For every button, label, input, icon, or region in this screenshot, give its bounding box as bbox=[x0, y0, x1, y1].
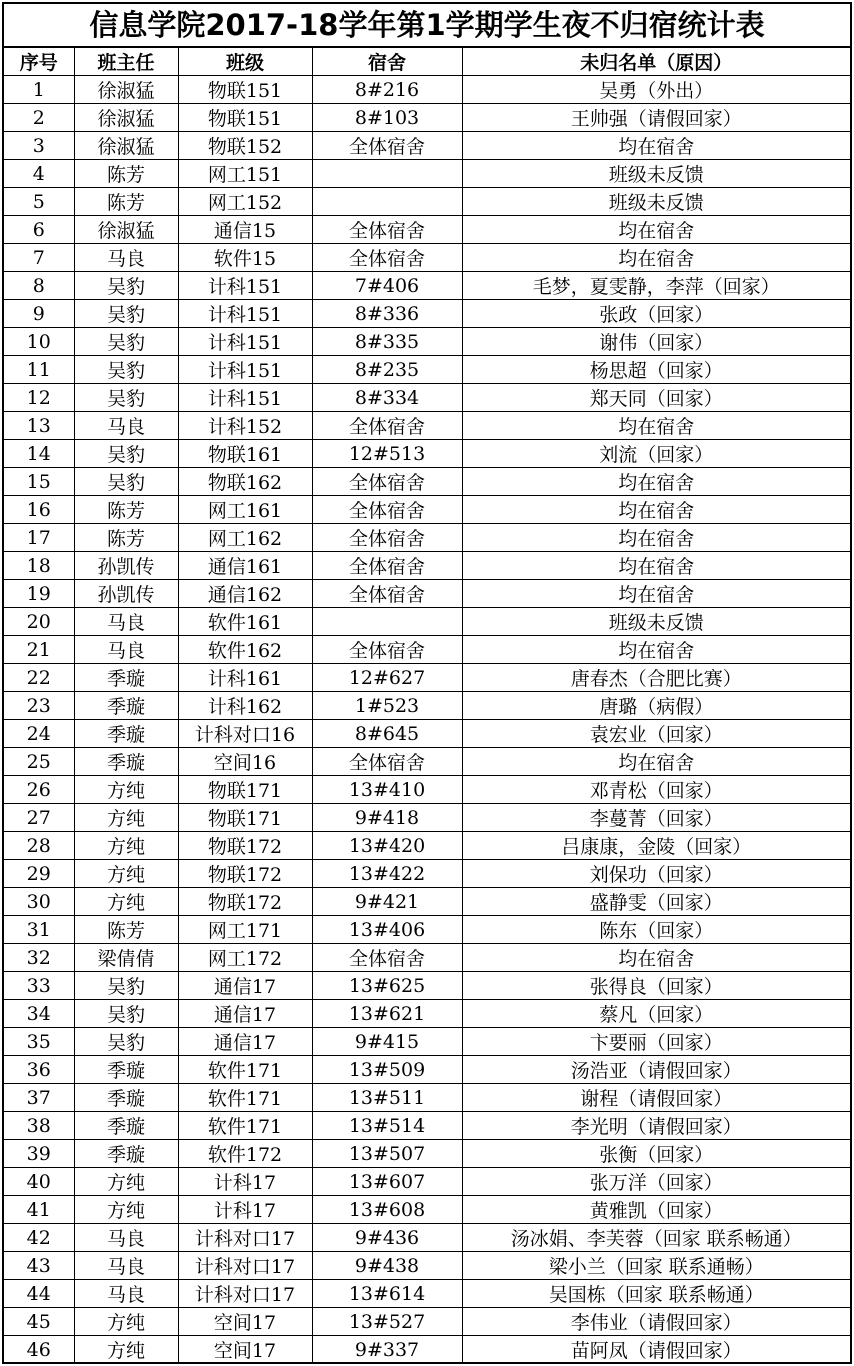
cell-index: 10 bbox=[4, 328, 74, 356]
cell-class: 计科对口17 bbox=[178, 1252, 312, 1280]
cell-dormitory: 全体宿舍 bbox=[312, 580, 462, 608]
cell-absent-list: 汤冰娟、李芙蓉（回家 联系畅通） bbox=[462, 1224, 850, 1252]
cell-head-teacher: 吴豹 bbox=[74, 328, 178, 356]
cell-head-teacher: 孙凯传 bbox=[74, 552, 178, 580]
cell-dormitory: 全体宿舍 bbox=[312, 748, 462, 776]
cell-dormitory: 12#513 bbox=[312, 440, 462, 468]
cell-absent-list: 张政（回家） bbox=[462, 300, 850, 328]
table-row bbox=[4, 328, 850, 356]
cell-absent-list: 黄雅凯（回家） bbox=[462, 1196, 850, 1224]
cell-class: 网工151 bbox=[178, 160, 312, 188]
table-row bbox=[4, 356, 850, 384]
cell-head-teacher: 季璇 bbox=[74, 748, 178, 776]
cell-index: 36 bbox=[4, 1056, 74, 1084]
cell-class: 软件162 bbox=[178, 636, 312, 664]
cell-absent-list: 均在宿舍 bbox=[462, 468, 850, 496]
cell-absent-list: 苗阿凤（请假回家） bbox=[462, 1336, 850, 1364]
cell-index: 45 bbox=[4, 1308, 74, 1336]
cell-dormitory: 13#607 bbox=[312, 1168, 462, 1196]
cell-dormitory: 全体宿舍 bbox=[312, 552, 462, 580]
cell-dormitory: 全体宿舍 bbox=[312, 132, 462, 160]
cell-index: 29 bbox=[4, 860, 74, 888]
header-dormitory: 宿舍 bbox=[312, 48, 462, 76]
cell-class: 计科对口16 bbox=[178, 720, 312, 748]
table-row bbox=[4, 692, 850, 720]
cell-class: 物联152 bbox=[178, 132, 312, 160]
table-row bbox=[4, 496, 850, 524]
cell-class: 计科161 bbox=[178, 664, 312, 692]
cell-class: 网工162 bbox=[178, 524, 312, 552]
cell-class: 网工161 bbox=[178, 496, 312, 524]
cell-class: 通信161 bbox=[178, 552, 312, 580]
table-row bbox=[4, 1056, 850, 1084]
table-row bbox=[4, 860, 850, 888]
cell-index: 39 bbox=[4, 1140, 74, 1168]
cell-head-teacher: 马良 bbox=[74, 1224, 178, 1252]
cell-head-teacher: 吴豹 bbox=[74, 1028, 178, 1056]
table-row bbox=[4, 748, 850, 776]
cell-head-teacher: 方纯 bbox=[74, 804, 178, 832]
table-row bbox=[4, 244, 850, 272]
cell-head-teacher: 吴豹 bbox=[74, 1000, 178, 1028]
cell-class: 软件171 bbox=[178, 1112, 312, 1140]
cell-absent-list: 袁宏业（回家） bbox=[462, 720, 850, 748]
cell-absent-list: 谢伟（回家） bbox=[462, 328, 850, 356]
table-row bbox=[4, 720, 850, 748]
cell-index: 27 bbox=[4, 804, 74, 832]
cell-dormitory: 13#608 bbox=[312, 1196, 462, 1224]
cell-dormitory: 13#514 bbox=[312, 1112, 462, 1140]
table-row bbox=[4, 804, 850, 832]
cell-head-teacher: 方纯 bbox=[74, 1308, 178, 1336]
cell-absent-list: 梁小兰（回家 联系通畅） bbox=[462, 1252, 850, 1280]
table-row bbox=[4, 1112, 850, 1140]
cell-absent-list: 均在宿舍 bbox=[462, 412, 850, 440]
cell-dormitory: 7#406 bbox=[312, 272, 462, 300]
cell-head-teacher: 吴豹 bbox=[74, 384, 178, 412]
overnight-absence-table bbox=[4, 47, 850, 1363]
cell-index: 5 bbox=[4, 188, 74, 216]
cell-class: 物联151 bbox=[178, 104, 312, 132]
cell-head-teacher: 吴豹 bbox=[74, 356, 178, 384]
table-row bbox=[4, 832, 850, 860]
cell-head-teacher: 方纯 bbox=[74, 1196, 178, 1224]
cell-class: 通信17 bbox=[178, 1000, 312, 1028]
cell-index: 19 bbox=[4, 580, 74, 608]
cell-absent-list: 张万洋（回家） bbox=[462, 1168, 850, 1196]
cell-class: 通信17 bbox=[178, 972, 312, 1000]
cell-index: 2 bbox=[4, 104, 74, 132]
cell-class: 软件15 bbox=[178, 244, 312, 272]
cell-index: 41 bbox=[4, 1196, 74, 1224]
cell-index: 11 bbox=[4, 356, 74, 384]
cell-index: 30 bbox=[4, 888, 74, 916]
cell-absent-list: 刘流（回家） bbox=[462, 440, 850, 468]
cell-head-teacher: 孙凯传 bbox=[74, 580, 178, 608]
cell-head-teacher: 徐淑猛 bbox=[74, 76, 178, 104]
cell-class: 计科对口17 bbox=[178, 1224, 312, 1252]
cell-head-teacher: 陈芳 bbox=[74, 188, 178, 216]
cell-head-teacher: 方纯 bbox=[74, 888, 178, 916]
table-row bbox=[4, 1028, 850, 1056]
cell-index: 26 bbox=[4, 776, 74, 804]
table-row bbox=[4, 1000, 850, 1028]
table-row bbox=[4, 608, 850, 636]
cell-class: 计科17 bbox=[178, 1196, 312, 1224]
cell-dormitory: 全体宿舍 bbox=[312, 524, 462, 552]
cell-absent-list: 均在宿舍 bbox=[462, 944, 850, 972]
cell-index: 37 bbox=[4, 1084, 74, 1112]
table-row bbox=[4, 1308, 850, 1336]
table-row bbox=[4, 636, 850, 664]
cell-class: 软件172 bbox=[178, 1140, 312, 1168]
cell-absent-list: 邓青松（回家） bbox=[462, 776, 850, 804]
table-row bbox=[4, 384, 850, 412]
cell-class: 物联171 bbox=[178, 804, 312, 832]
table-row bbox=[4, 412, 850, 440]
cell-index: 3 bbox=[4, 132, 74, 160]
cell-dormitory: 9#438 bbox=[312, 1252, 462, 1280]
cell-absent-list: 均在宿舍 bbox=[462, 524, 850, 552]
cell-head-teacher: 季璇 bbox=[74, 1056, 178, 1084]
header-absent-list: 未归名单（原因） bbox=[462, 48, 850, 76]
cell-head-teacher: 马良 bbox=[74, 1280, 178, 1308]
cell-absent-list: 李伟业（请假回家） bbox=[462, 1308, 850, 1336]
cell-class: 计科162 bbox=[178, 692, 312, 720]
cell-head-teacher: 方纯 bbox=[74, 1168, 178, 1196]
table-row bbox=[4, 132, 850, 160]
cell-head-teacher: 季璇 bbox=[74, 720, 178, 748]
cell-absent-list: 张衡（回家） bbox=[462, 1140, 850, 1168]
table-row bbox=[4, 1140, 850, 1168]
cell-index: 33 bbox=[4, 972, 74, 1000]
cell-dormitory: 12#627 bbox=[312, 664, 462, 692]
cell-index: 4 bbox=[4, 160, 74, 188]
cell-head-teacher: 吴豹 bbox=[74, 440, 178, 468]
table-row bbox=[4, 272, 850, 300]
cell-head-teacher: 吴豹 bbox=[74, 300, 178, 328]
table-row bbox=[4, 916, 850, 944]
cell-dormitory: 9#418 bbox=[312, 804, 462, 832]
cell-index: 34 bbox=[4, 1000, 74, 1028]
cell-head-teacher: 陈芳 bbox=[74, 496, 178, 524]
cell-class: 计科152 bbox=[178, 412, 312, 440]
cell-absent-list: 蔡凡（回家） bbox=[462, 1000, 850, 1028]
cell-index: 8 bbox=[4, 272, 74, 300]
cell-dormitory: 全体宿舍 bbox=[312, 468, 462, 496]
cell-dormitory: 13#614 bbox=[312, 1280, 462, 1308]
cell-absent-list: 吕康康，金陵（回家） bbox=[462, 832, 850, 860]
cell-dormitory: 8#235 bbox=[312, 356, 462, 384]
cell-absent-list: 杨思超（回家） bbox=[462, 356, 850, 384]
table-row bbox=[4, 300, 850, 328]
header-head-teacher: 班主任 bbox=[74, 48, 178, 76]
cell-absent-list: 班级未反馈 bbox=[462, 608, 850, 636]
cell-class: 软件171 bbox=[178, 1084, 312, 1112]
cell-class: 空间17 bbox=[178, 1336, 312, 1364]
cell-absent-list: 李蔓菁（回家） bbox=[462, 804, 850, 832]
table-body bbox=[4, 76, 850, 1364]
table-row bbox=[4, 664, 850, 692]
cell-class: 物联172 bbox=[178, 860, 312, 888]
table-row bbox=[4, 1084, 850, 1112]
cell-class: 软件171 bbox=[178, 1056, 312, 1084]
cell-index: 24 bbox=[4, 720, 74, 748]
cell-class: 计科151 bbox=[178, 272, 312, 300]
table-row bbox=[4, 1252, 850, 1280]
cell-absent-list: 均在宿舍 bbox=[462, 132, 850, 160]
cell-index: 20 bbox=[4, 608, 74, 636]
cell-dormitory: 13#509 bbox=[312, 1056, 462, 1084]
cell-absent-list: 唐春杰（合肥比赛） bbox=[462, 664, 850, 692]
cell-absent-list: 均在宿舍 bbox=[462, 216, 850, 244]
cell-head-teacher: 方纯 bbox=[74, 776, 178, 804]
cell-index: 31 bbox=[4, 916, 74, 944]
cell-dormitory: 全体宿舍 bbox=[312, 244, 462, 272]
cell-dormitory: 全体宿舍 bbox=[312, 496, 462, 524]
cell-index: 44 bbox=[4, 1280, 74, 1308]
cell-index: 7 bbox=[4, 244, 74, 272]
cell-head-teacher: 徐淑猛 bbox=[74, 132, 178, 160]
cell-dormitory bbox=[312, 608, 462, 636]
cell-head-teacher: 吴豹 bbox=[74, 272, 178, 300]
cell-head-teacher: 陈芳 bbox=[74, 160, 178, 188]
cell-dormitory: 全体宿舍 bbox=[312, 944, 462, 972]
cell-index: 9 bbox=[4, 300, 74, 328]
cell-head-teacher: 季璇 bbox=[74, 692, 178, 720]
cell-dormitory: 13#410 bbox=[312, 776, 462, 804]
cell-class: 网工172 bbox=[178, 944, 312, 972]
cell-index: 1 bbox=[4, 76, 74, 104]
cell-head-teacher: 吴豹 bbox=[74, 468, 178, 496]
cell-class: 计科151 bbox=[178, 356, 312, 384]
table-row bbox=[4, 1196, 850, 1224]
cell-absent-list: 刘保功（回家） bbox=[462, 860, 850, 888]
cell-head-teacher: 季璇 bbox=[74, 1112, 178, 1140]
cell-absent-list: 谢程（请假回家） bbox=[462, 1084, 850, 1112]
cell-dormitory: 9#337 bbox=[312, 1336, 462, 1364]
table-row bbox=[4, 76, 850, 104]
table-row bbox=[4, 1280, 850, 1308]
cell-dormitory: 8#334 bbox=[312, 384, 462, 412]
cell-index: 40 bbox=[4, 1168, 74, 1196]
cell-head-teacher: 马良 bbox=[74, 636, 178, 664]
cell-index: 6 bbox=[4, 216, 74, 244]
cell-class: 通信15 bbox=[178, 216, 312, 244]
cell-head-teacher: 季璇 bbox=[74, 1084, 178, 1112]
table-row bbox=[4, 944, 850, 972]
cell-index: 15 bbox=[4, 468, 74, 496]
cell-absent-list: 均在宿舍 bbox=[462, 496, 850, 524]
cell-class: 计科17 bbox=[178, 1168, 312, 1196]
cell-class: 网工152 bbox=[178, 188, 312, 216]
cell-class: 计科151 bbox=[178, 300, 312, 328]
cell-index: 23 bbox=[4, 692, 74, 720]
cell-class: 空间16 bbox=[178, 748, 312, 776]
cell-absent-list: 卞要丽（回家） bbox=[462, 1028, 850, 1056]
cell-absent-list: 盛静雯（回家） bbox=[462, 888, 850, 916]
cell-absent-list: 王帅强（请假回家） bbox=[462, 104, 850, 132]
cell-absent-list: 李光明（请假回家） bbox=[462, 1112, 850, 1140]
cell-class: 计科151 bbox=[178, 384, 312, 412]
cell-dormitory: 13#420 bbox=[312, 832, 462, 860]
table-row bbox=[4, 216, 850, 244]
cell-head-teacher: 方纯 bbox=[74, 1336, 178, 1364]
cell-head-teacher: 梁倩倩 bbox=[74, 944, 178, 972]
cell-dormitory: 全体宿舍 bbox=[312, 636, 462, 664]
table-row bbox=[4, 104, 850, 132]
cell-head-teacher: 徐淑猛 bbox=[74, 104, 178, 132]
cell-dormitory: 13#527 bbox=[312, 1308, 462, 1336]
cell-head-teacher: 马良 bbox=[74, 1252, 178, 1280]
cell-head-teacher: 徐淑猛 bbox=[74, 216, 178, 244]
table-row bbox=[4, 160, 850, 188]
cell-index: 22 bbox=[4, 664, 74, 692]
cell-index: 25 bbox=[4, 748, 74, 776]
cell-class: 物联161 bbox=[178, 440, 312, 468]
cell-dormitory: 9#436 bbox=[312, 1224, 462, 1252]
cell-class: 网工171 bbox=[178, 916, 312, 944]
cell-head-teacher: 马良 bbox=[74, 412, 178, 440]
cell-absent-list: 陈东（回家） bbox=[462, 916, 850, 944]
table-row bbox=[4, 188, 850, 216]
cell-index: 38 bbox=[4, 1112, 74, 1140]
cell-absent-list: 均在宿舍 bbox=[462, 552, 850, 580]
cell-index: 12 bbox=[4, 384, 74, 412]
cell-class: 物联171 bbox=[178, 776, 312, 804]
cell-class: 通信162 bbox=[178, 580, 312, 608]
cell-dormitory bbox=[312, 188, 462, 216]
cell-head-teacher: 陈芳 bbox=[74, 916, 178, 944]
cell-dormitory: 9#415 bbox=[312, 1028, 462, 1056]
cell-class: 计科151 bbox=[178, 328, 312, 356]
cell-index: 46 bbox=[4, 1336, 74, 1364]
table-row bbox=[4, 440, 850, 468]
cell-head-teacher: 季璇 bbox=[74, 1140, 178, 1168]
cell-absent-list: 张得良（回家） bbox=[462, 972, 850, 1000]
cell-head-teacher: 季璇 bbox=[74, 664, 178, 692]
cell-class: 空间17 bbox=[178, 1308, 312, 1336]
header-row bbox=[4, 48, 850, 76]
cell-index: 21 bbox=[4, 636, 74, 664]
cell-dormitory: 13#511 bbox=[312, 1084, 462, 1112]
cell-head-teacher: 陈芳 bbox=[74, 524, 178, 552]
cell-dormitory: 8#103 bbox=[312, 104, 462, 132]
sheet-title: 信息学院2017-18学年第1学期学生夜不归宿统计表 bbox=[4, 4, 850, 47]
cell-index: 32 bbox=[4, 944, 74, 972]
cell-head-teacher: 方纯 bbox=[74, 860, 178, 888]
header-index: 序号 bbox=[4, 48, 74, 76]
cell-index: 17 bbox=[4, 524, 74, 552]
cell-index: 28 bbox=[4, 832, 74, 860]
cell-dormitory: 9#421 bbox=[312, 888, 462, 916]
cell-head-teacher: 马良 bbox=[74, 608, 178, 636]
cell-index: 35 bbox=[4, 1028, 74, 1056]
cell-class: 物联172 bbox=[178, 832, 312, 860]
cell-dormitory: 全体宿舍 bbox=[312, 216, 462, 244]
cell-class: 计科对口17 bbox=[178, 1280, 312, 1308]
cell-head-teacher: 马良 bbox=[74, 244, 178, 272]
header-class: 班级 bbox=[178, 48, 312, 76]
cell-absent-list: 均在宿舍 bbox=[462, 244, 850, 272]
cell-dormitory: 13#422 bbox=[312, 860, 462, 888]
cell-class: 通信17 bbox=[178, 1028, 312, 1056]
table-row bbox=[4, 1168, 850, 1196]
cell-index: 13 bbox=[4, 412, 74, 440]
table-row bbox=[4, 776, 850, 804]
table-row bbox=[4, 580, 850, 608]
cell-dormitory bbox=[312, 160, 462, 188]
cell-index: 43 bbox=[4, 1252, 74, 1280]
table-row bbox=[4, 468, 850, 496]
cell-absent-list: 均在宿舍 bbox=[462, 636, 850, 664]
table-row bbox=[4, 888, 850, 916]
table-row bbox=[4, 972, 850, 1000]
cell-head-teacher: 方纯 bbox=[74, 832, 178, 860]
cell-dormitory: 13#621 bbox=[312, 1000, 462, 1028]
cell-class: 物联172 bbox=[178, 888, 312, 916]
cell-absent-list: 均在宿舍 bbox=[462, 580, 850, 608]
cell-head-teacher: 吴豹 bbox=[74, 972, 178, 1000]
cell-dormitory: 全体宿舍 bbox=[312, 412, 462, 440]
cell-absent-list: 吴勇（外出） bbox=[462, 76, 850, 104]
cell-absent-list: 班级未反馈 bbox=[462, 188, 850, 216]
cell-class: 物联162 bbox=[178, 468, 312, 496]
cell-class: 软件161 bbox=[178, 608, 312, 636]
cell-absent-list: 毛梦，夏雯静，李萍（回家） bbox=[462, 272, 850, 300]
table-row bbox=[4, 552, 850, 580]
cell-index: 16 bbox=[4, 496, 74, 524]
cell-index: 18 bbox=[4, 552, 74, 580]
table-row bbox=[4, 1224, 850, 1252]
cell-index: 14 bbox=[4, 440, 74, 468]
cell-dormitory: 13#507 bbox=[312, 1140, 462, 1168]
cell-absent-list: 均在宿舍 bbox=[462, 748, 850, 776]
cell-absent-list: 汤浩亚（请假回家） bbox=[462, 1056, 850, 1084]
cell-class: 物联151 bbox=[178, 76, 312, 104]
cell-absent-list: 郑天同（回家） bbox=[462, 384, 850, 412]
table-row bbox=[4, 524, 850, 552]
cell-index: 42 bbox=[4, 1224, 74, 1252]
table-row bbox=[4, 1336, 850, 1364]
cell-absent-list: 班级未反馈 bbox=[462, 160, 850, 188]
cell-dormitory: 8#335 bbox=[312, 328, 462, 356]
cell-dormitory: 8#216 bbox=[312, 76, 462, 104]
cell-dormitory: 13#406 bbox=[312, 916, 462, 944]
cell-dormitory: 8#336 bbox=[312, 300, 462, 328]
cell-dormitory: 8#645 bbox=[312, 720, 462, 748]
cell-dormitory: 1#523 bbox=[312, 692, 462, 720]
cell-dormitory: 13#625 bbox=[312, 972, 462, 1000]
spreadsheet bbox=[2, 2, 852, 1364]
cell-absent-list: 唐璐（病假） bbox=[462, 692, 850, 720]
cell-absent-list: 吴国栋（回家 联系畅通） bbox=[462, 1280, 850, 1308]
